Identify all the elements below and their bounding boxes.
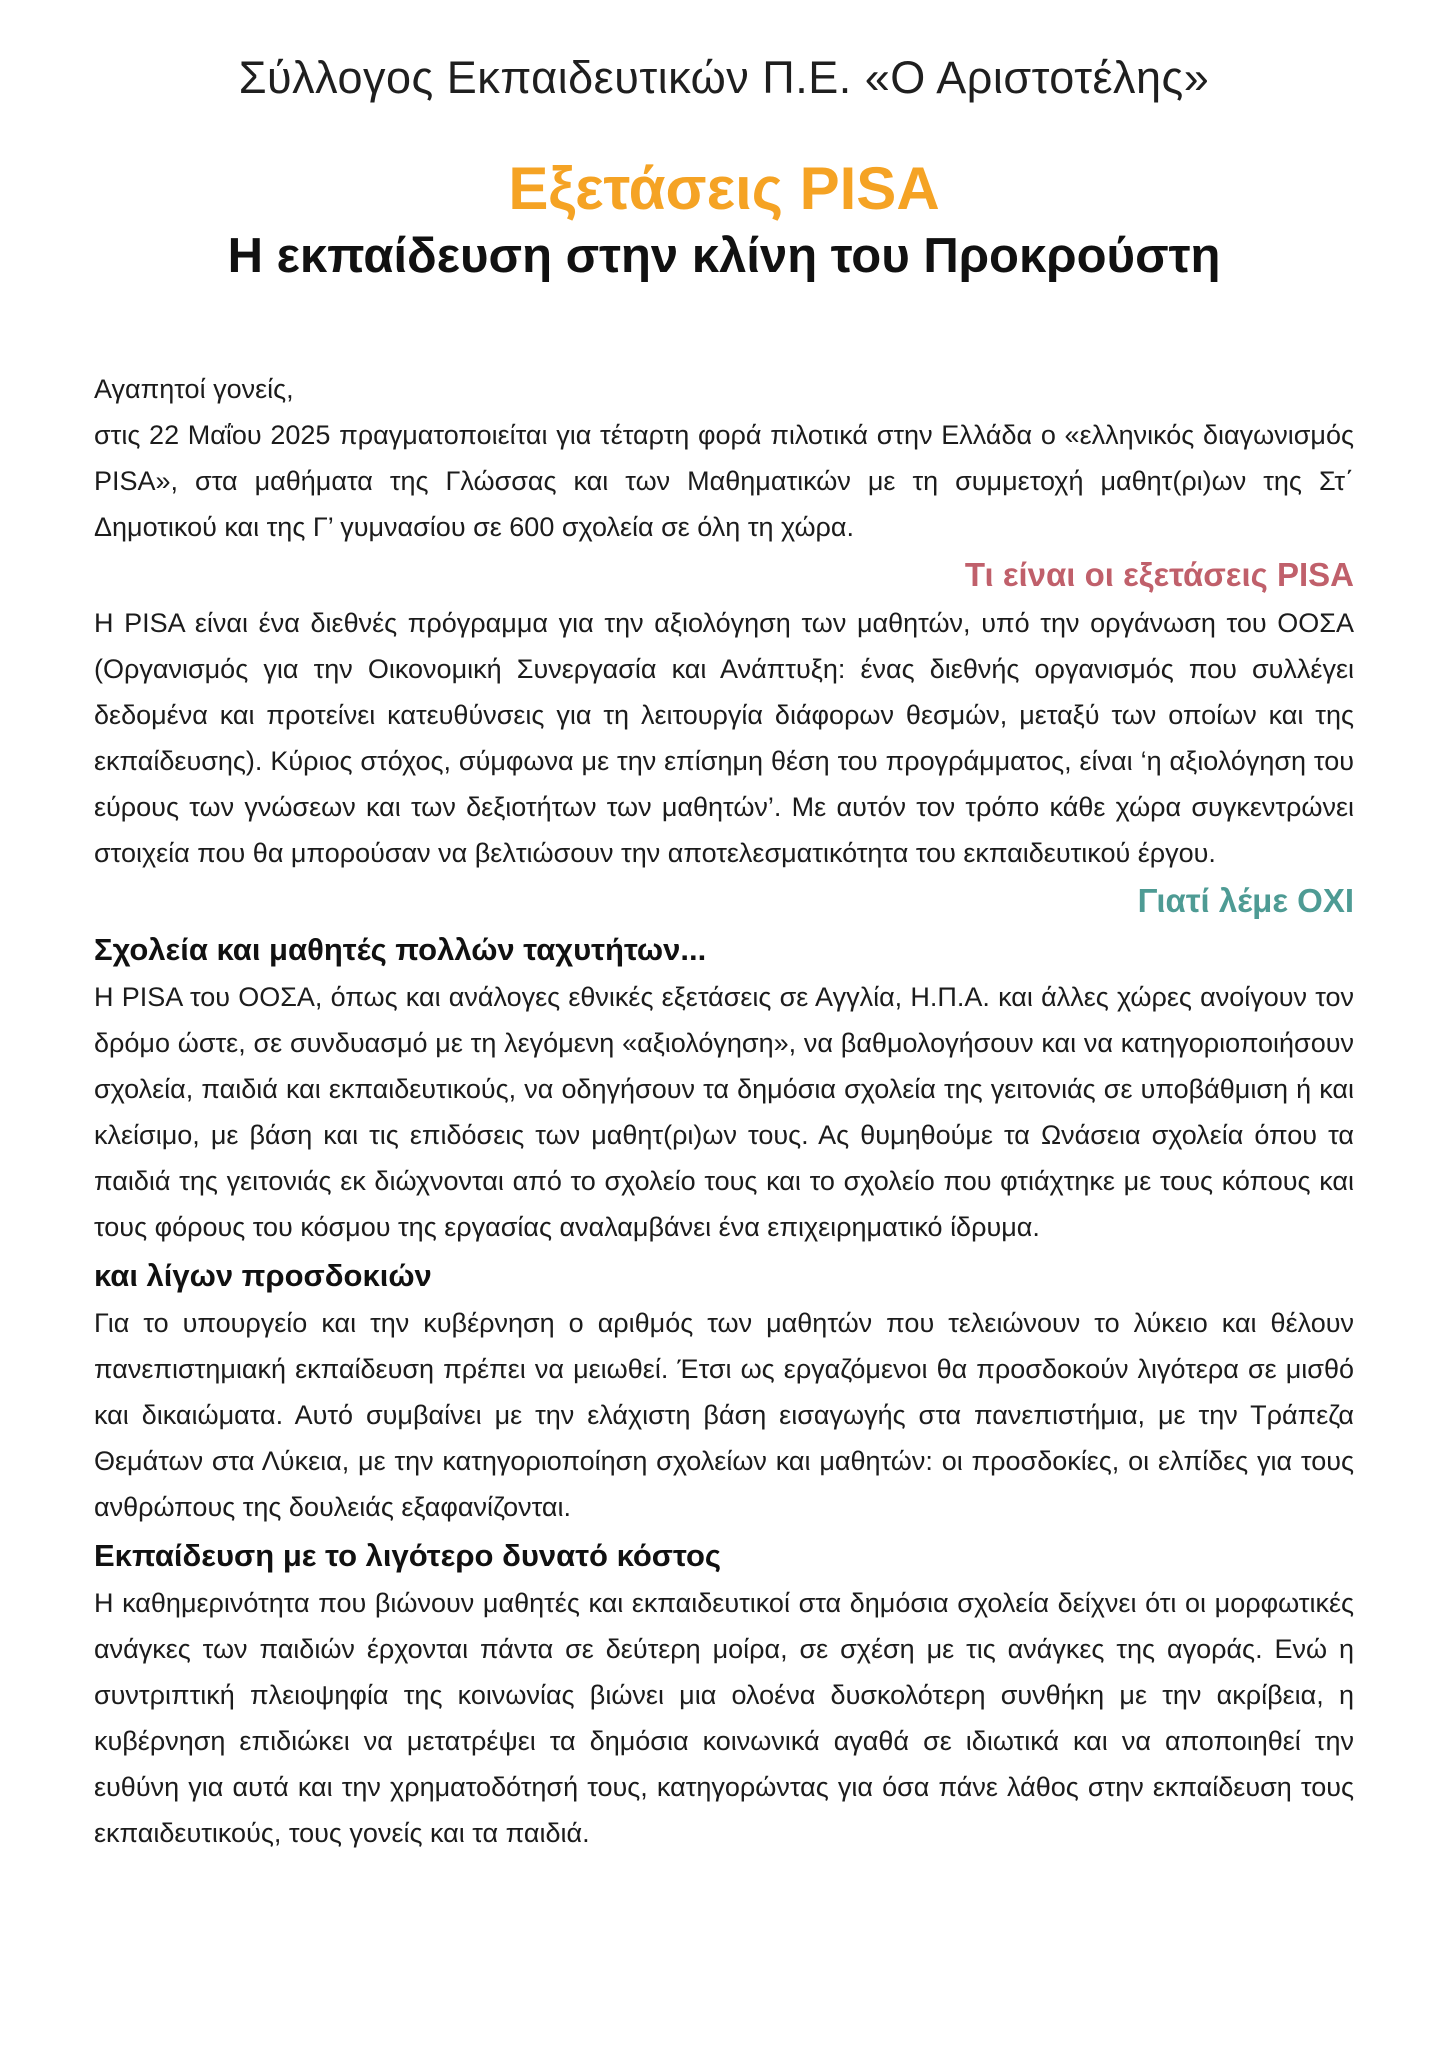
greeting-line: Αγαπητοί γονείς,: [94, 374, 294, 405]
section-paragraph-schools-many-speeds: Η PISA του ΟΟΣΑ, όπως και ανάλογες εθνικές εξετάσεις σε Αγγλία, Η.Π.Α. και άλλες χώρες ανοίγουν τον δρόμο ώστε, σε συνδυασμό με τη λεγόμενη «αξιολόγηση», να βαθμολογήσουν και να κατηγοριοποιήσουν σχολεία, παιδιά και εκπαιδευτικούς, να οδηγήσουν τα δημόσια σχολεία της γειτονιάς σε υποβάθμιση ή και κλείσιμο, με βάση και τις επιδόσεις των μαθητ(ρι)ων τους. Ας θυμηθούμε τα Ωνάσεια σχολεία όπου τα παιδιά της γειτονιάς εκ διώχνονται από το σχολείο τους και το σχολείο που φτιάχτηκε με τους κόπους και τους φόρους του κόσμου της εργασίας αναλαμβάνει ένα επιχειρηματικό ίδρυμα.: [94, 982, 1354, 1243]
section-paragraph-few-expectations: Για το υπουργείο και την κυβέρνηση ο αριθμός των μαθητών που τελειώνουν το λύκειο και θέλουν πανεπιστημιακή εκπαίδευση πρέπει να μειωθεί. Έτσι ως εργαζόμενοι θα προσδοκούν λιγότερα σε μισθό και δικαιώματα. Αυτό συμβαίνει με την ελάχιστη βάση εισαγωγής στα πανεπιστήμια, με την Τράπεζα Θεμάτων στα Λύκεια, με την κατηγοριοποίηση σχολείων και μαθητών: οι προσδοκίες, οι ελπίδες για τους ανθρώπους της δουλειάς εξαφανίζονται.: [94, 1308, 1354, 1523]
section-heading-schools-many-speeds: Σχολεία και μαθητές πολλών ταχυτήτων...: [94, 932, 707, 968]
subtitle-procrustes: Η εκπαίδευση στην κλίνη του Προκρούστη: [227, 229, 1221, 283]
section-paragraph-what-is-pisa: Η PISA είναι ένα διεθνές πρόγραμμα για την αξιολόγηση των μαθητών, υπό την οργάνωση του ΟΟΣΑ (Οργανισμός για την Οικονομική Συνεργασία και Ανάπτυξη: ένας διεθνής οργανισμός που συλλέγει δεδομένα και προτείνει κατευθύνσεις για τη λειτουργία διάφορων θεσμών, μεταξύ των οποίων και της εκπαίδευσης). Κύριος στόχος, σύμφωνα με την επίσημη θέση του προγράμματος, είναι ‘η αξιολόγηση του εύρους των γνώσεων και των δεξιοτήτων των μαθητών’. Με αυτόν τον τρόπο κάθε χώρα συγκεντρώνει στοιχεία που θα μπορούσαν να βελτιώσουν την αποτελεσματικότητα του εκπαιδευτικού έργου.: [94, 608, 1354, 869]
section-heading-few-expectations: και λίγων προσδοκιών: [94, 1258, 432, 1294]
letter-body: [94, 366, 1354, 1856]
main-title-pisa-exams: Εξετάσεις PISA: [508, 155, 940, 222]
section-heading-why-we-say-no: Γιατί λέμε ΟΧΙ: [1137, 882, 1354, 920]
section-heading-what-is-pisa: Τι είναι οι εξετάσεις PISA: [964, 556, 1354, 594]
section-heading-lowest-possible-cost: Εκπαίδευση με το λιγότερο δυνατό κόστος: [94, 1538, 722, 1574]
section-paragraph-lowest-possible-cost: Η καθημερινότητα που βιώνουν μαθητές και εκπαιδευτικοί στα δημόσια σχολεία δείχνει ότι οι μορφωτικές ανάγκες των παιδιών έρχονται πάντα σε δεύτερη μοίρα, σε σχέση με τις ανάγκες της αγοράς. Ενώ η συντριπτική πλειοψηφία της κοινωνίας βιώνει μια ολοένα δυσκολότερη συνθήκη με την ακρίβεια, η κυβέρνηση επιδιώκει να μετατρέψει τα δημόσια κοινωνικά αγαθά σε ιδιωτικά και να αποποιηθεί την ευθύνη για αυτά και την χρηματοδότησή τους, κατηγορώντας για όσα πάνε λάθος στην εκπαίδευση τους εκπαιδευτικούς, τους γονείς και τα παιδιά.: [94, 1588, 1354, 1849]
intro-paragraph: στις 22 Μαΐου 2025 πραγματοποιείται για τέταρτη φορά πιλοτικά στην Ελλάδα ο «ελληνικός διαγωνισμός PISA», στα μαθήματα της Γλώσσας και των Μαθηματικών με τη συμμετοχή μαθητ(ρι)ων της Στ΄ Δημοτικού και της Γ’ γυμνασίου σε 600 σχολεία σε όλη τη χώρα.: [94, 420, 1354, 543]
organization-title: Σύλλογος Εκπαιδευτικών Π.Ε. «Ο Αριστοτέλης»: [238, 52, 1210, 103]
